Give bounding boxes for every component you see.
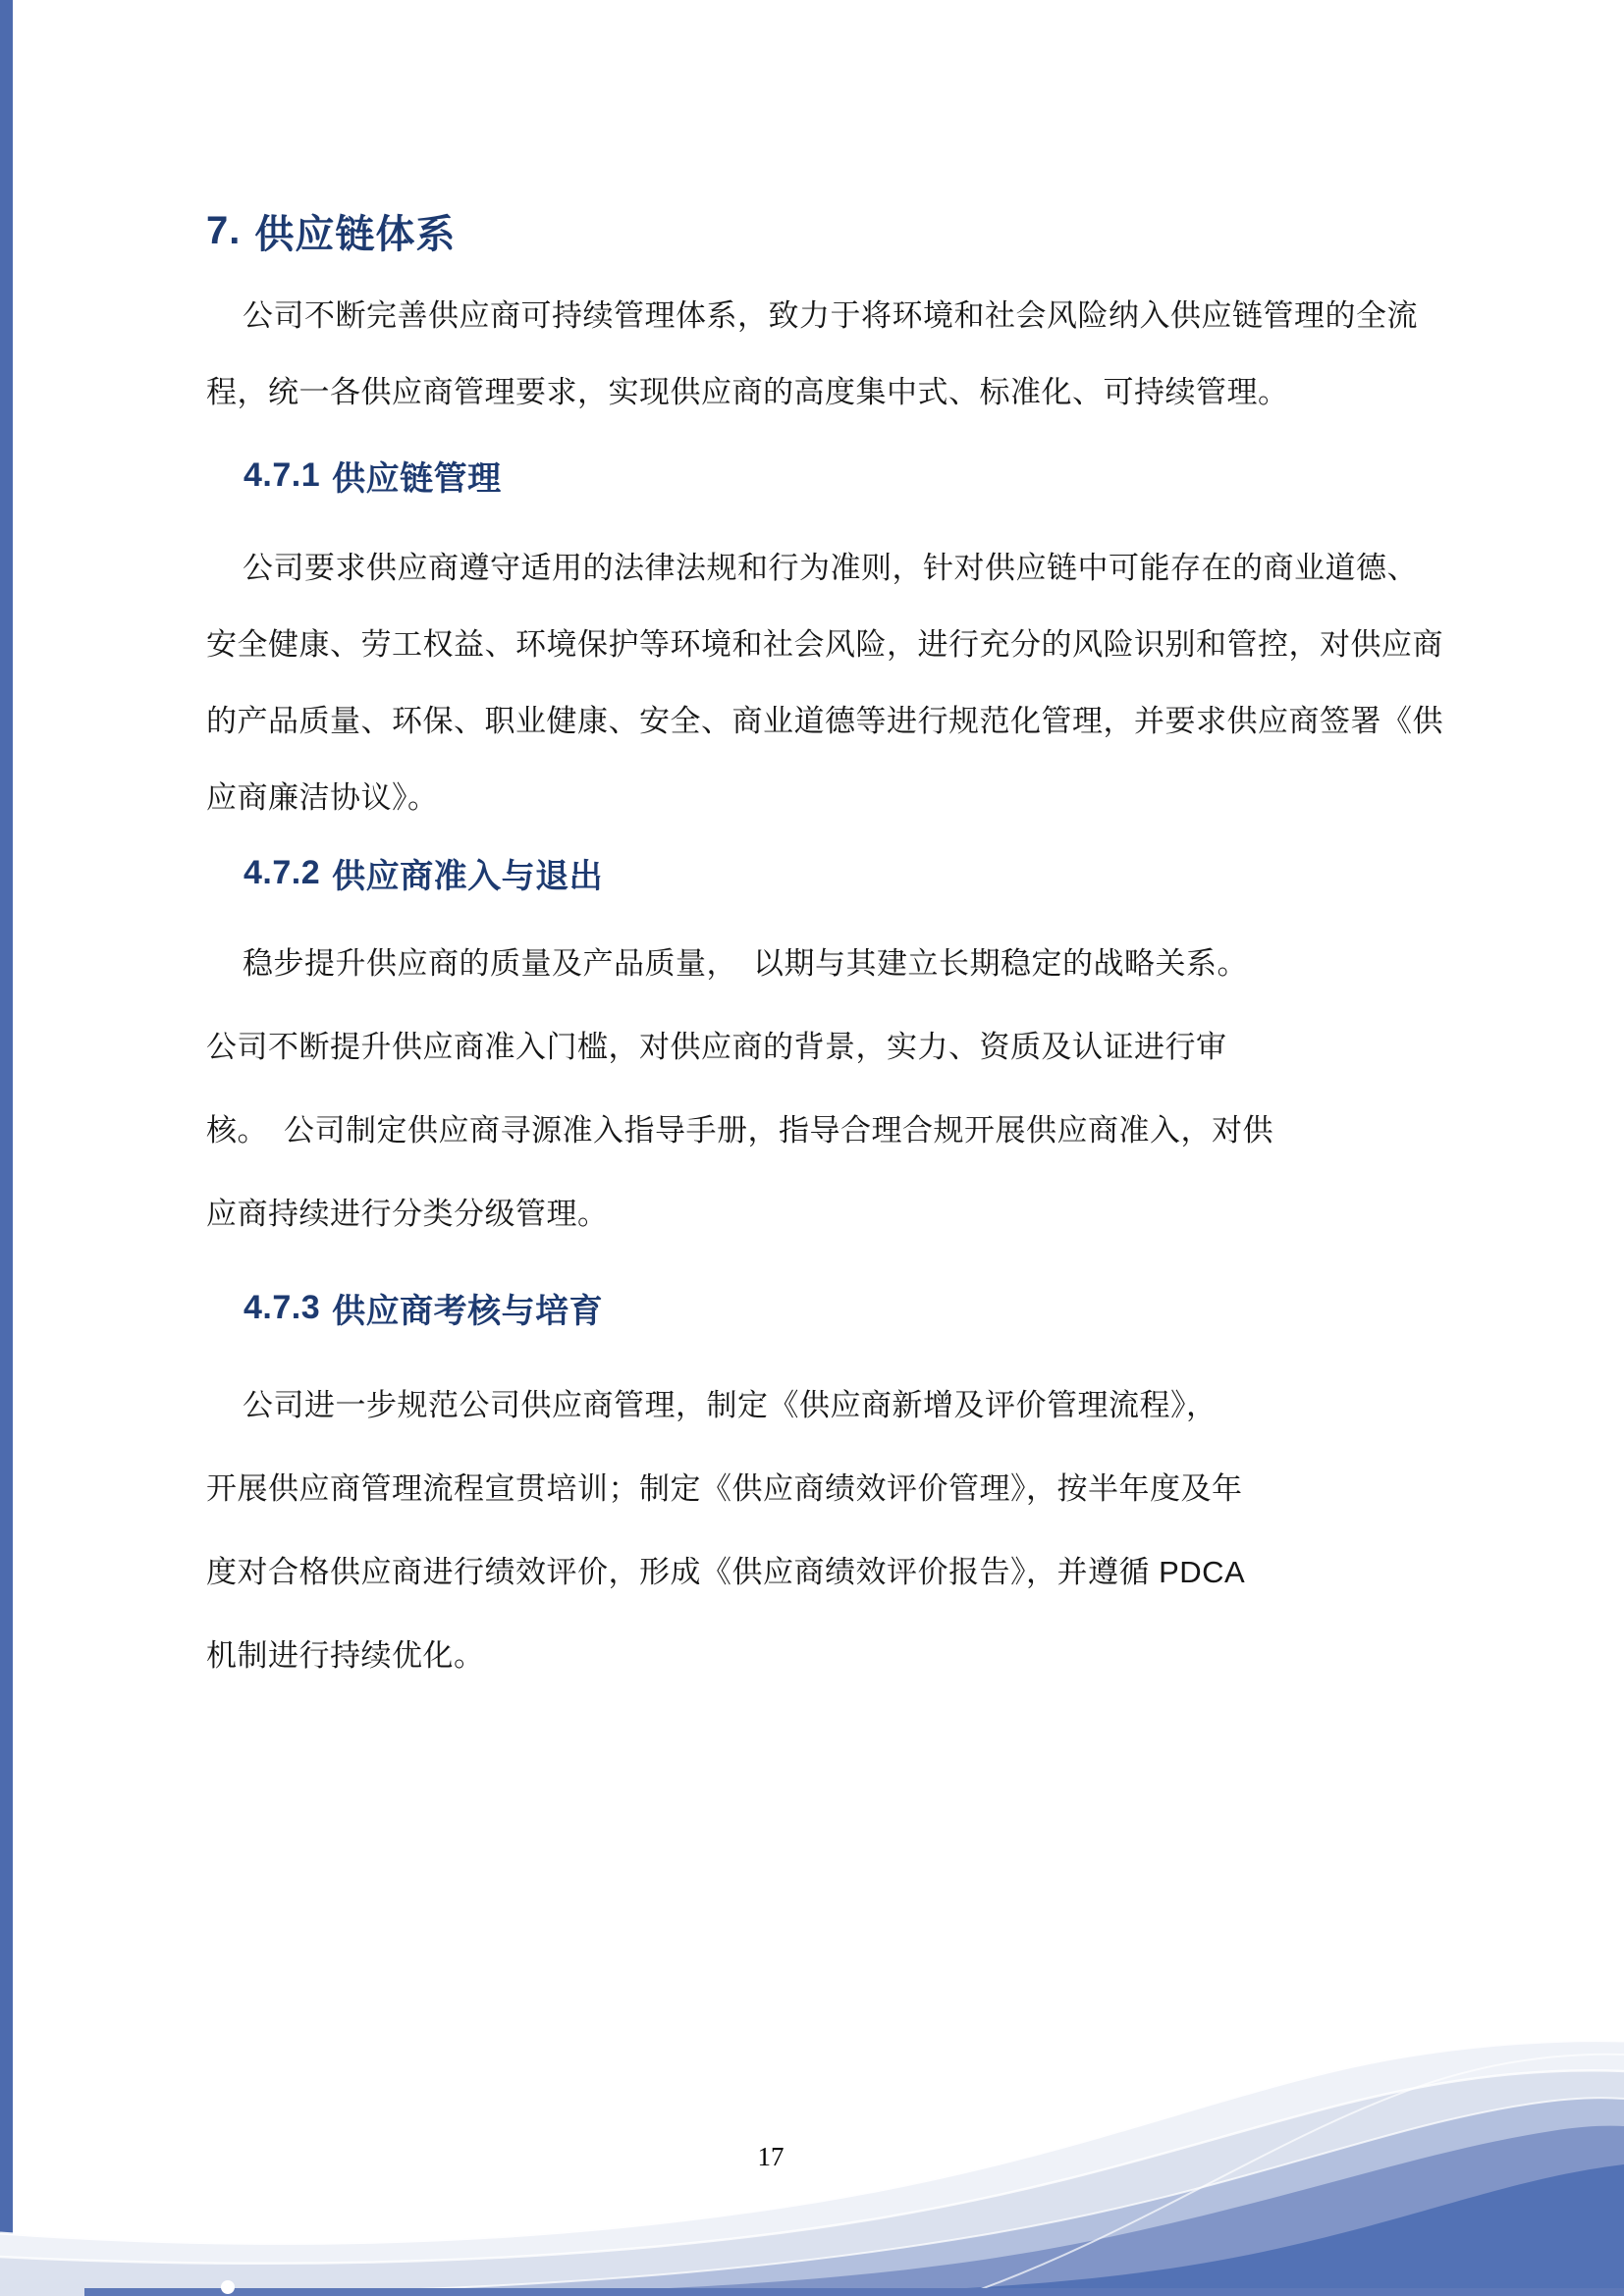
- paragraph-line: 公司不断提升供应商准入门槛，对供应商的背景，实力、资质及认证进行审: [206, 1030, 1227, 1064]
- section-title: 供应链体系: [254, 212, 457, 256]
- paragraph-line: 安全健康、劳工权益、环境保护等环境和社会风险，进行充分的风险识别和管控，对供应商: [206, 626, 1443, 662]
- paragraph-line: 稳步提升供应商的质量及产品质量， 以期与其建立长期稳定的战略关系。: [243, 946, 1248, 981]
- document-content: [206, 192, 1455, 1694]
- subsection-471-paragraph: [206, 526, 1455, 832]
- paragraph-line: 公司不断完善供应商可持续管理体系，致力于将环境和社会风险纳入供应链管理的全流: [243, 297, 1418, 333]
- paragraph-line: 开展供应商管理流程宣贯培训；制定《供应商绩效评价管理》，按半年度及年: [206, 1471, 1243, 1506]
- subsection-title: 供应商准入与退出: [332, 857, 604, 895]
- paragraph-line: 公司进一步规范公司供应商管理，制定《供应商新增及评价管理流程》，: [243, 1388, 1218, 1422]
- paragraph-line: 应商廉洁协议》。: [206, 779, 439, 815]
- subsection-number: 4.7.3: [244, 1288, 321, 1326]
- footer-wave-graphic: [0, 2002, 1624, 2296]
- paragraph-line: 程，统一各供应商管理要求，实现供应商的高度集中式、标准化、可持续管理。: [206, 374, 1289, 409]
- page-number: 17: [757, 2142, 785, 2171]
- subsection-title: 供应商考核与培育: [332, 1292, 604, 1330]
- subsection-heading-471: [244, 437, 1455, 513]
- paragraph-line: 的产品质量、环保、职业健康、安全、商业道德等进行规范化管理，并要求供应商签署《供: [206, 703, 1443, 738]
- subsection-number: 4.7.2: [244, 853, 321, 891]
- subsection-heading-472: [244, 834, 1455, 911]
- paragraph-line: 公司要求供应商遵守适用的法律法规和行为准则，针对供应链中可能存在的商业道德、: [243, 550, 1418, 585]
- subsection-title: 供应链管理: [332, 459, 502, 498]
- paragraph-line: 机制进行持续优化。: [206, 1638, 485, 1673]
- section-number: 7.: [206, 208, 242, 252]
- subsection-heading-473: [244, 1269, 1455, 1346]
- paragraph-line: 核。 公司制定供应商寻源准入指导手册，指导合理合规开展供应商准入，对供: [206, 1113, 1273, 1148]
- intro-paragraph: [206, 274, 1455, 427]
- paragraph-line: 度对合格供应商进行绩效评价，形成《供应商绩效评价报告》，并遵循 PDCA: [206, 1555, 1246, 1589]
- section-heading: [206, 192, 1455, 269]
- subsection-472-paragraph: [206, 919, 1455, 1253]
- subsection-473-paragraph: [206, 1361, 1455, 1694]
- left-edge-accent-bar: [0, 0, 13, 2296]
- subsection-number: 4.7.1: [244, 455, 321, 494]
- paragraph-line: 应商持续进行分类分级管理。: [206, 1197, 609, 1231]
